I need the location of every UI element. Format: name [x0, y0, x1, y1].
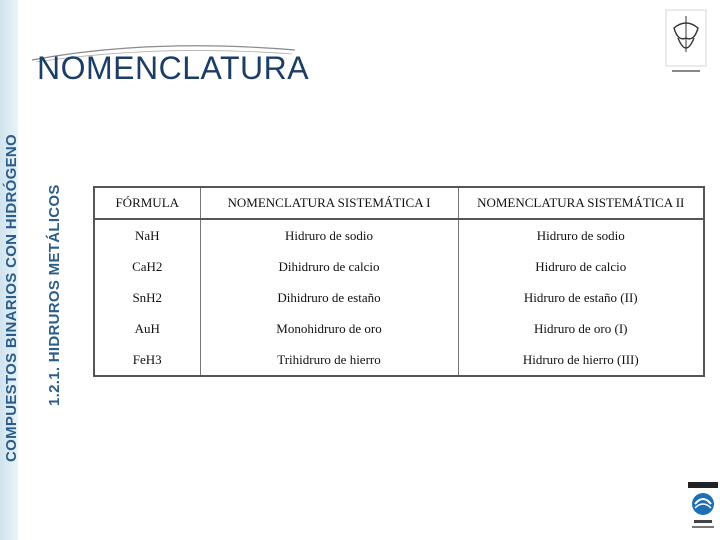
- formula-cell: FeH3: [94, 344, 200, 376]
- university-logo-icon: [664, 8, 708, 80]
- systematic-2-cell: Hidruro de oro (I): [458, 313, 704, 344]
- table-row: [94, 282, 704, 313]
- systematic-1-cell: Dihidruro de calcio: [200, 251, 458, 282]
- systematic-1-cell: Trihidruro de hierro: [200, 344, 458, 376]
- formula-cell: NaH: [94, 219, 200, 251]
- header-formula: FÓRMULA: [94, 187, 200, 219]
- nomenclature-table: [93, 186, 705, 377]
- subsection-title-vertical: 1.2.1. HIDRUROS METÁLICOS: [46, 184, 63, 406]
- formula-cell: AuH: [94, 313, 200, 344]
- systematic-2-cell: Hidruro de estaño (II): [458, 282, 704, 313]
- systematic-2-cell: Hidruro de hierro (III): [458, 344, 704, 376]
- header-systematic-2: NOMENCLATURA SISTEMÁTICA II: [458, 187, 704, 219]
- section-title-vertical: COMPUESTOS BINARIOS CON HIDRÓGENO: [3, 134, 20, 462]
- systematic-1-cell: Monohidruro de oro: [200, 313, 458, 344]
- header-systematic-1: NOMENCLATURA SISTEMÁTICA I: [200, 187, 458, 219]
- table-row: [94, 313, 704, 344]
- systematic-2-cell: Hidruro de calcio: [458, 251, 704, 282]
- systematic-1-cell: Dihidruro de estaño: [200, 282, 458, 313]
- formula-cell: SnH2: [94, 282, 200, 313]
- table-row: [94, 344, 704, 376]
- publisher-logo-icon: [686, 480, 720, 540]
- page-title: NOMENCLATURA: [37, 50, 310, 86]
- table-row: [94, 219, 704, 251]
- systematic-1-cell: Hidruro de sodio: [200, 219, 458, 251]
- table-row: [94, 251, 704, 282]
- table-header-row: [94, 187, 704, 219]
- systematic-2-cell: Hidruro de sodio: [458, 219, 704, 251]
- formula-cell: CaH2: [94, 251, 200, 282]
